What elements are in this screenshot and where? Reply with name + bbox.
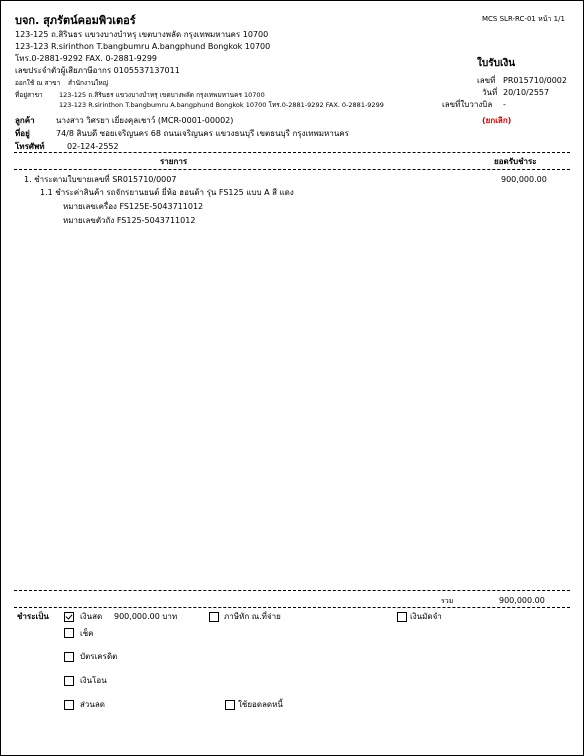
transfer-checkbox[interactable]	[64, 676, 74, 686]
customer-name-label: ลูกค้า	[15, 116, 35, 125]
cash-label: เงินสด	[80, 612, 103, 621]
payment-label: ชำระเป็น	[17, 612, 49, 621]
company-phone-fax: โทร.0-2881-9292 FAX. 0-2881-9299	[15, 54, 158, 63]
company-address-en: 123-123 R.sirinthon T.bangbumru A.bangphund Bongkok 10700	[15, 42, 271, 51]
reduce-debt-checkbox[interactable]	[225, 700, 235, 710]
form-code: MCS SLR-RC-01 หน้า 1/1	[482, 15, 565, 23]
item-1-1: 1.1 ชำระค่าสินค้า รถจักรยานยนต์ ยี่ห้อ ฮอนด้า รุ่น FS125 แบบ A สี แดง	[40, 188, 294, 197]
company-tax-id: เลขประจำตัวผู้เสียภาษีอากร 0105537137011	[15, 66, 180, 75]
col-items-header: รายการ	[160, 157, 188, 166]
cash-amount: 900,000.00 บาท	[114, 612, 178, 621]
branch-address-line1: 123-125 ถ.สิรินธร แขวงบางบำหรุ เขตบางพลัด กรุงเทพมหานคร 10700	[59, 91, 265, 99]
withholding-checkbox[interactable]	[209, 612, 219, 622]
credit-card-checkbox[interactable]	[64, 652, 74, 662]
total-top-rule	[14, 590, 570, 591]
cancelled-status: (ยกเลิก)	[482, 116, 512, 125]
customer-address-label: ที่อยู่	[15, 129, 30, 138]
total-value: 900,000.00	[499, 596, 545, 605]
issued-at-value: สำนักงานใหญ่	[68, 79, 109, 87]
branch-address-label: ที่อยู่สาขา	[15, 91, 43, 99]
discount-label: ส่วนลด	[80, 700, 105, 709]
deposit-checkbox[interactable]	[397, 612, 407, 622]
cash-checkbox[interactable]	[64, 612, 74, 622]
cheque-label: เช็ค	[80, 629, 94, 638]
total-bottom-rule	[14, 607, 570, 608]
transfer-label: เงินโอน	[80, 676, 107, 685]
engine-number: หมายเลขเครื่อง FS125E-5043711012	[63, 202, 204, 211]
item-1-amount: 900,000.00	[501, 175, 547, 184]
company-name: บจก. สุภรัตน์คอมพิวเตอร์	[15, 14, 136, 27]
customer-phone-label: โทรศัพท์	[15, 142, 45, 151]
reduce-debt-label: ใช้ยอดลดหนี้	[238, 700, 283, 709]
table-top-rule	[14, 152, 570, 153]
doc-title: ใบรับเงิน	[477, 58, 516, 69]
credit-card-label: บัตรเครดิต	[80, 652, 118, 661]
table-header-rule	[14, 169, 570, 170]
issued-at-label: ออกใช้ ณ สาขา	[15, 79, 61, 87]
customer-address-value: 74/8 สินบดี ซอยเจริญนคร 68 ถนนเจริญนคร แขวงธนบุรี เขตธนบุรี กรุงเทพมหานคร	[56, 129, 349, 138]
branch-address-line2: 123-123 R.sirinthon T.bangbumru A.bangphund Bongkok 10700 โทร.0-2881-9292 FAX. 0-2881-9299	[59, 101, 384, 109]
total-label: รวม	[441, 597, 454, 605]
doc-date-label: วันที่	[482, 88, 498, 97]
cheque-checkbox[interactable]	[64, 628, 74, 638]
doc-number-value: PR015710/0002	[503, 76, 567, 85]
customer-name-value: นางสาว วิศรยา เยี่ยงคุลเชาว์ (MCR-0001-00002)	[56, 116, 234, 125]
withholding-label: ภาษีหัก ณ.ที่จ่าย	[224, 612, 281, 621]
col-amount-header: ยอดรับชำระ	[494, 157, 537, 166]
frame-number: หมายเลขตัวถัง FS125-5043711012	[63, 216, 196, 225]
doc-date-value: 20/10/2557	[503, 88, 550, 97]
billing-value: -	[503, 100, 506, 109]
doc-number-label: เลขที่	[477, 76, 496, 85]
billing-label: เลขที่ใบวางบิล	[442, 100, 493, 109]
customer-phone-value: 02-124-2552	[67, 142, 119, 151]
company-address-th: 123-125 ถ.สิรินธร แขวงบางบำหรุ เขตบางพลัด กรุงเทพมหานคร 10700	[15, 30, 269, 39]
item-1: 1. ชำระตามใบขายเลขที่ SR015710/0007	[24, 175, 177, 184]
deposit-label: เงินมัดจำ	[410, 612, 442, 621]
discount-checkbox[interactable]	[64, 700, 74, 710]
